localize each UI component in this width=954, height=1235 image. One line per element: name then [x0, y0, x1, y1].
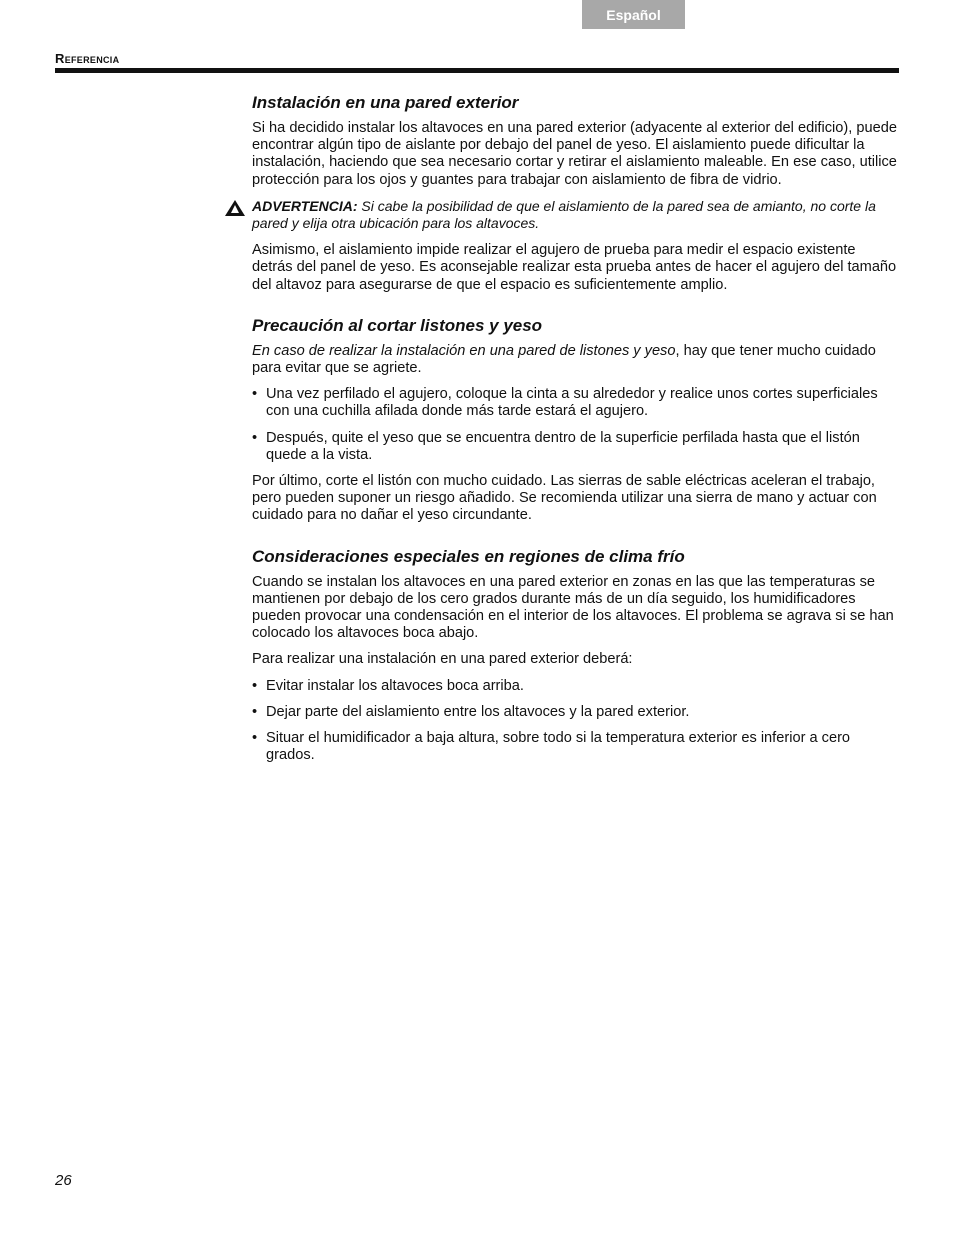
- heading-cold-climate: Consideraciones especiales en regiones de clima frío: [252, 546, 685, 566]
- warning-note: [252, 198, 900, 232]
- paragraph: Por último, corte el listón con mucho cuidado. Las sierras de sable eléctricas aceleran el trabajo, pero pueden suponer un riesgo añadido. Se recomienda utilizar una sierra de mano y actuar con cuidado para no dañar el yeso circundante.: [252, 473, 877, 524]
- heading-exterior-wall: Instalación en una pared exterior: [252, 93, 519, 112]
- paragraph: Para realizar una instalación en una pared exterior deberá:: [252, 651, 633, 668]
- bullet-list: [252, 386, 900, 464]
- header-rule: [55, 68, 899, 73]
- section-label: Referencia: [55, 51, 120, 66]
- warning-label: ADVERTENCIA:: [252, 197, 358, 214]
- list-item: • Evitar instalar los altavoces boca arriba.: [252, 678, 900, 695]
- list-item: • Una vez perfilado el agujero, coloque la cinta a su alrededor y realice unos cortes superficiales con una cuchilla afilada donde más tarde estará el agujero.: [252, 386, 900, 420]
- intro-italic: En caso de realizar la instalación en una pared de listones y yeso: [252, 342, 676, 359]
- bullet-list: [252, 678, 900, 765]
- paragraph: Asimismo, el aislamiento impide realizar el agujero de prueba para medir el espacio existente detrás del panel de yeso. Es aconsejable realizar esta prueba antes de hacer el agujero del tamaño del altavoz para asegurarse de que el espacio es suficientemente amplio.: [252, 242, 897, 293]
- main-content: [252, 92, 900, 773]
- page-number: 26: [55, 1172, 72, 1189]
- warning-text: Si cabe la posibilidad de que el aislamiento de la pared sea de amianto, no corte la pared y elija otra ubicación para los altavoces.: [252, 197, 876, 232]
- paragraph: Si ha decidido instalar los altavoces en una pared exterior (adyacente al exterior del edificio), puede encontrar algún tipo de aislante por debajo del panel de yeso. El aislamiento puede dificultar la instalación, haciendo que sea necesario cortar y retirar el aislamiento maleable. En ese caso, utilice protección para los ojos y guantes para trabajar con aislamiento de fibra de vidrio.: [252, 120, 897, 188]
- list-item: • Después, quite el yeso que se encuentra dentro de la superficie perfilada hasta que el listón quede a la vista.: [252, 430, 900, 464]
- language-tab[interactable]: Español: [582, 0, 685, 29]
- paragraph: Cuando se instalan los altavoces en una pared exterior en zonas en las que las temperaturas se mantienen por debajo de los cero grados durante más de un día seguido, los humidificadores pueden provocar una condensación en el interior de los altavoces. El problema se agrava si se han colocado los altavoces boca abajo.: [252, 573, 894, 642]
- intro-rest: , hay que tener mucho cuidado para evitar que se agriete.: [252, 342, 876, 377]
- paragraph: [252, 343, 900, 377]
- list-item: • Situar el humidificador a baja altura, sobre todo si la temperatura exterior es inferior a cero grados.: [252, 730, 900, 764]
- heading-lath-plaster: Precaución al cortar listones y yeso: [252, 315, 543, 335]
- warning-triangle-icon: [224, 199, 246, 217]
- list-item: • Dejar parte del aislamiento entre los altavoces y la pared exterior.: [252, 704, 900, 721]
